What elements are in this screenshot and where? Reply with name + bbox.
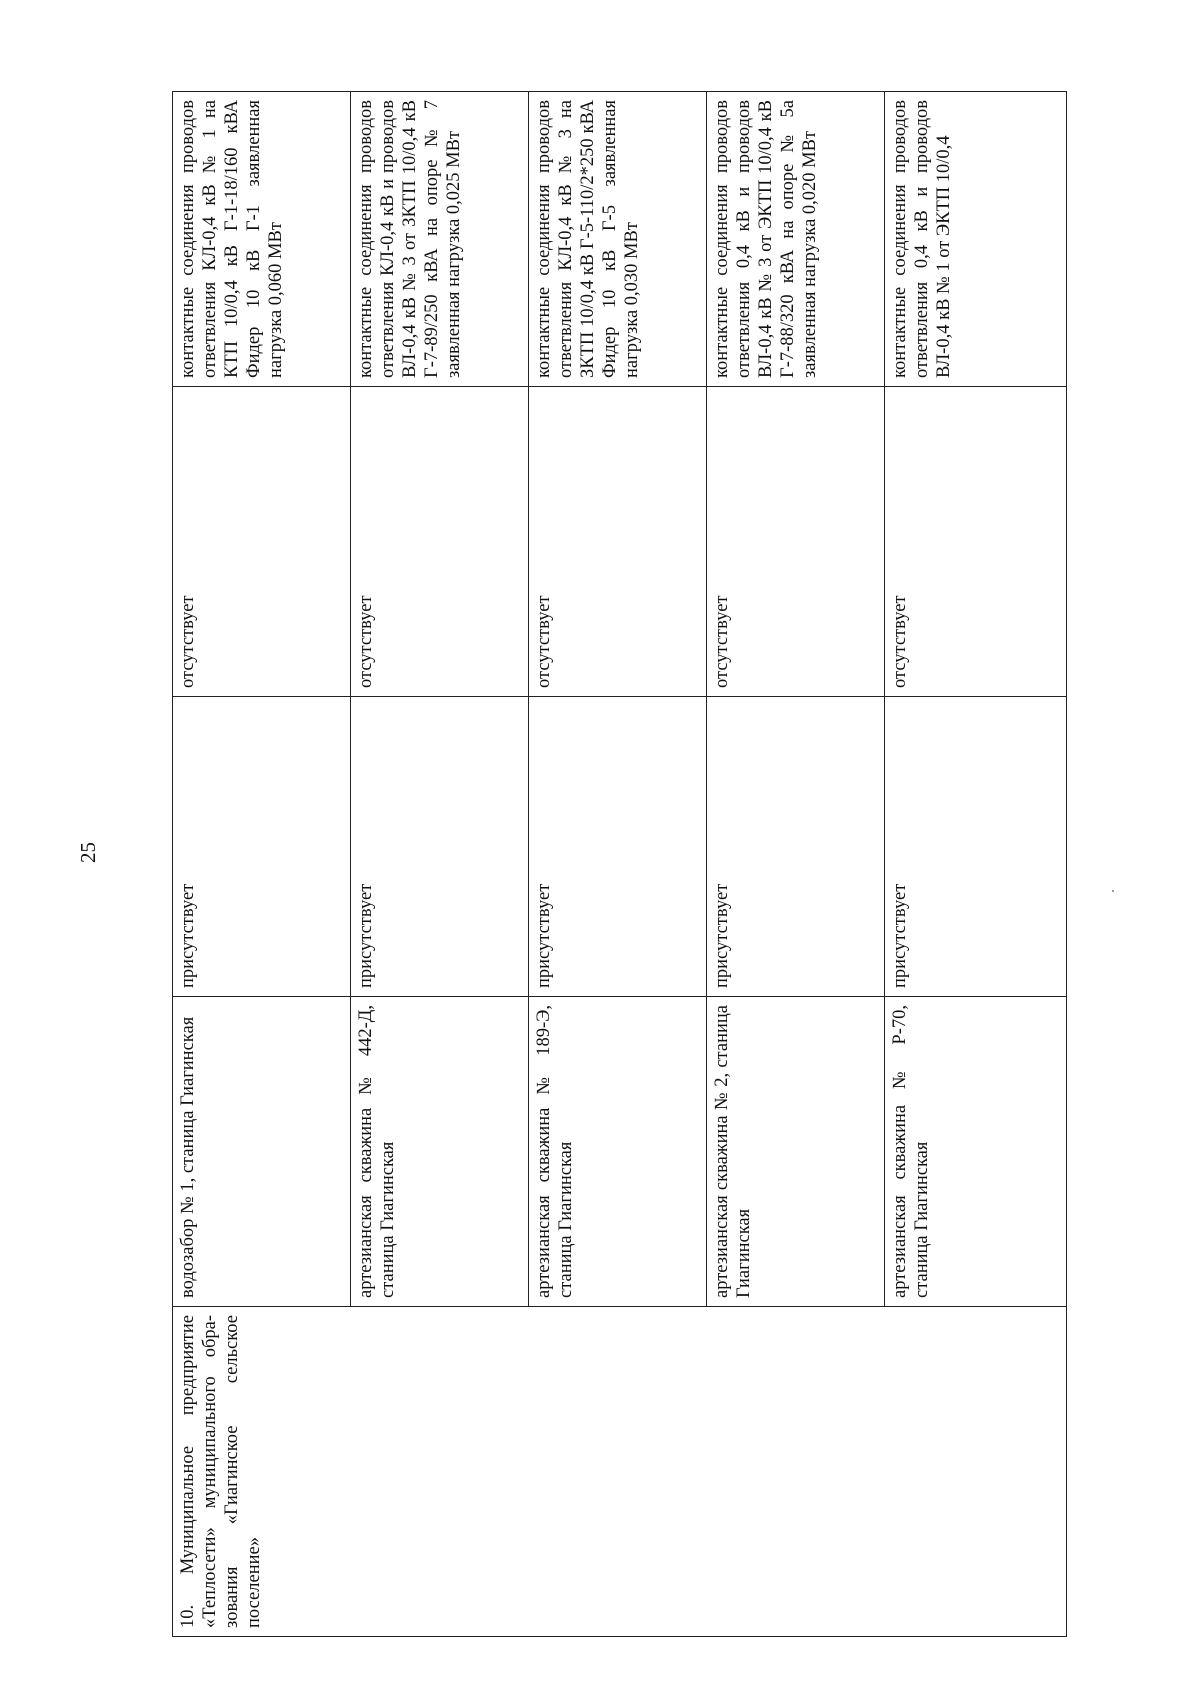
present-text: присутствует xyxy=(534,883,554,988)
organization-label: 10. Муниципальное предприятие «Теплосети» муниципального обра-зования «Гиагинское сельское поселение» xyxy=(178,1315,264,1628)
present-text: присутствует xyxy=(178,883,198,988)
description-cell xyxy=(529,92,707,387)
description-text: контактные соединения проводов ответвления 0,4 кВ и проводов ВЛ-0,4 кВ № 3 от ЭКТП 10/0,4 кВ Г-7-88/320 кВА на опоре № 5а заявленная нагрузка 0,020 МВт xyxy=(712,100,820,378)
table-row xyxy=(173,92,351,1637)
object-text: водозабор № 1, станица Гиагинская xyxy=(178,1016,198,1298)
present-cell xyxy=(529,697,707,997)
scan-speck xyxy=(1112,890,1114,892)
description-text: контактные соединения проводов ответвления КЛ-0,4 кВ и проводов ВЛ-0,4 кВ № 3 от ЗКТП 10/0,4 кВ Г-7-89/250 кВА на опоре № 7 заявленная нагрузка 0,025 МВт xyxy=(356,100,464,378)
absent-cell xyxy=(351,387,529,697)
object-text: артезианская скважина № Р-70, станица Гиагинская xyxy=(890,1005,932,1298)
absent-cell xyxy=(885,387,1067,697)
description-text: контактные соединения проводов ответвления 0,4 кВ и проводов ВЛ-0,4 кВ № 1 от ЭКТП 10/0,4 xyxy=(890,100,954,378)
description-cell xyxy=(707,92,885,387)
present-cell xyxy=(707,697,885,997)
present-text: присутствует xyxy=(712,883,732,988)
rotated-table-wrapper xyxy=(172,92,1067,1637)
object-cell xyxy=(173,997,351,1307)
data-table xyxy=(172,91,1067,1637)
absent-cell xyxy=(529,387,707,697)
description-text: контактные соединения проводов ответвления КЛ-0,4 кВ № 3 на ЗКТП 10/0,4 кВ Г-5-110/2*250 кВА Фидер 10 кВ Г-5 заявленная нагрузка 0,030 МВт xyxy=(534,100,642,378)
absent-text: отсутствует xyxy=(712,595,732,688)
description-cell xyxy=(173,92,351,387)
present-cell xyxy=(885,697,1067,997)
present-text: присутствует xyxy=(356,883,376,988)
organization-cell xyxy=(173,1307,1067,1637)
present-cell xyxy=(351,697,529,997)
absent-text: отсутствует xyxy=(178,595,198,688)
absent-cell xyxy=(707,387,885,697)
object-text: артезианская скважина № 2, станица Гиагинская xyxy=(712,1005,754,1298)
object-text: артезианская скважина № 442-Д, станица Гиагинская xyxy=(356,1005,398,1298)
description-cell xyxy=(351,92,529,387)
object-text: артезианская скважина № 189-Э, станица Гиагинская xyxy=(534,1005,576,1298)
absent-text: отсутствует xyxy=(890,595,910,688)
object-cell xyxy=(707,997,885,1307)
present-cell xyxy=(173,697,351,997)
absent-cell xyxy=(173,387,351,697)
description-cell xyxy=(885,92,1067,387)
description-text: контактные соединения проводов ответвления КЛ-0,4 кВ № 1 на КТП 10/0,4 кВ Г-1-18/160 кВА Фидер 10 кВ Г-1 заявленная нагрузка 0,060 МВт xyxy=(178,100,286,378)
present-text: присутствует xyxy=(890,883,910,988)
object-cell xyxy=(885,997,1067,1307)
absent-text: отсутствует xyxy=(356,595,376,688)
object-cell xyxy=(529,997,707,1307)
absent-text: отсутствует xyxy=(534,595,554,688)
object-cell xyxy=(351,997,529,1307)
page-number: 25 xyxy=(76,842,100,863)
